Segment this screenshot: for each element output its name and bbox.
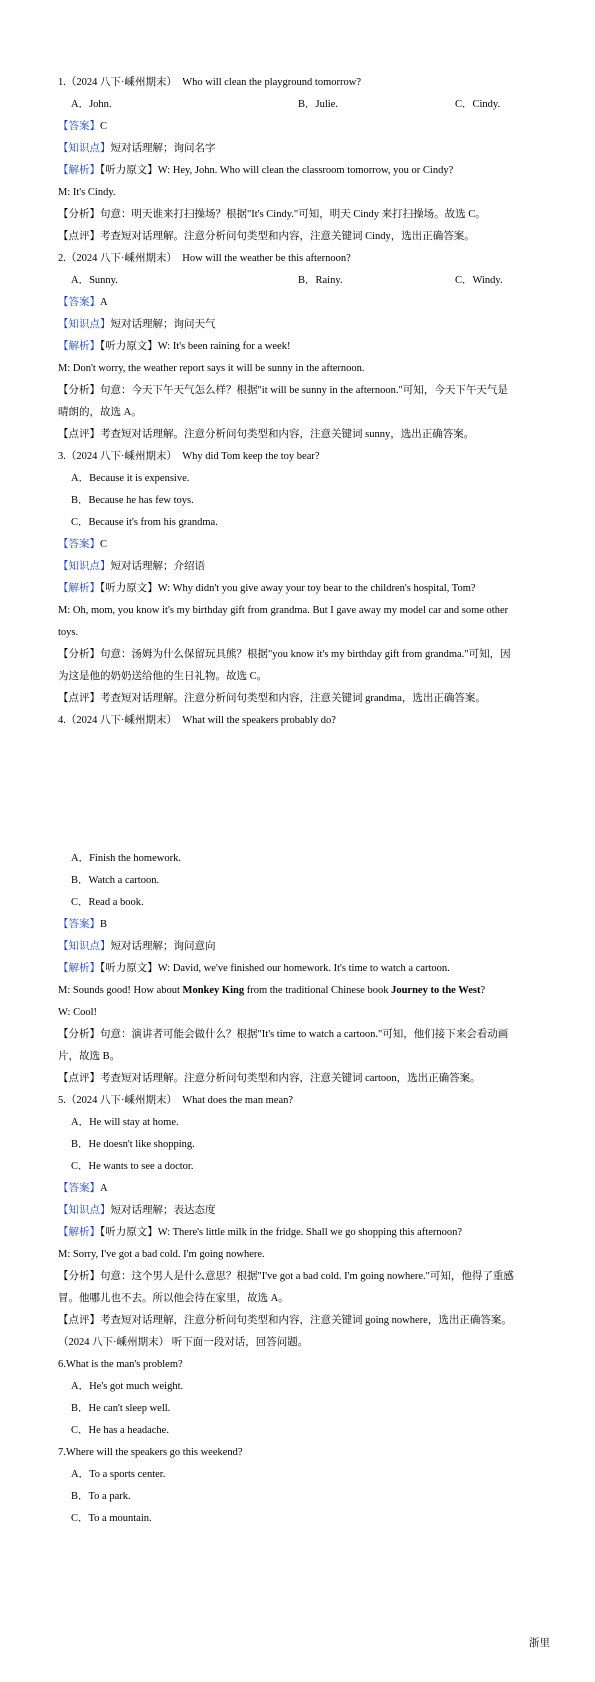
q7-option-b: B．To a park. xyxy=(71,1491,131,1502)
q3-question-line xyxy=(58,450,320,464)
q2-option-a: A．Sunny. xyxy=(71,275,118,286)
q3-source: （2024 八下·嵊州期末） xyxy=(65,451,177,462)
q5-transcript-w xyxy=(58,1226,462,1240)
q2-answer xyxy=(58,296,108,310)
q6-option-a: A．He's got much weight. xyxy=(71,1381,184,1392)
q4-question-line xyxy=(58,714,336,728)
knowledge-text: 短对话理解；表达态度 xyxy=(110,1205,216,1216)
q4-option-b: B．Watch a cartoon. xyxy=(71,875,160,886)
transcript-text: M: Sounds good! How about xyxy=(58,985,183,996)
answer-value: A xyxy=(100,1183,108,1194)
q5-analysis-1: 【分析】句意：这个男人是什么意思？根据"I've got a bad cold. I'm going nowhere."可知，他得了重感 xyxy=(58,1271,514,1282)
q2-analysis-1: 【分析】句意：今天下午天气怎么样？根据"it will be sunny in the afternoon."可知，今天下午天气是 xyxy=(58,385,508,396)
answer-value: B xyxy=(100,919,108,930)
transcript-label: 【听力原文】 xyxy=(100,583,158,594)
knowledge-tag: 【知识点】 xyxy=(58,1205,111,1216)
title-journey-west: Journey to the West xyxy=(391,985,481,996)
knowledge-text: 短对话理解；询问意向 xyxy=(110,941,216,952)
q5-option-a: A．He will stay at home. xyxy=(71,1117,179,1128)
transcript-label: 【听力原文】 xyxy=(100,1227,158,1238)
knowledge-text: 短对话理解；介绍语 xyxy=(110,561,205,572)
q3-analysis-2: 为这是他的奶奶送给他的生日礼物。故选 C。 xyxy=(58,671,268,682)
q4-option-a: A．Finish the homework. xyxy=(71,853,181,864)
q4-transcript-w xyxy=(58,962,450,976)
q4-source: （2024 八下·嵊州期末） xyxy=(65,715,177,726)
transcript-text: from the traditional Chinese book xyxy=(244,985,392,996)
analysis-tag: 【解析】 xyxy=(58,963,100,974)
q4-comment: 【点评】考查短对话理解。注意分析问句类型和内容，注意关键词 cartoon，选出正确答案。 xyxy=(58,1073,481,1084)
answer-tag: 【答案】 xyxy=(58,539,100,550)
q1-analysis: 【分析】句意：明天谁来打扫操场？根据"It's Cindy."可知，明天 Cindy 来打扫操场。故选 C。 xyxy=(58,209,486,220)
q3-number: 3. xyxy=(58,451,66,462)
knowledge-tag: 【知识点】 xyxy=(58,143,111,154)
q3-comment: 【点评】考查短对话理解。注意分析问句类型和内容，注意关键词 grandma，选出正确答案。 xyxy=(58,693,486,704)
q1-comment: 【点评】考查短对话理解。注意分析问句类型和内容，注意关键词 Cindy，选出正确答案。 xyxy=(58,231,475,242)
page-footer: 浙里 xyxy=(529,1638,550,1649)
answer-tag: 【答案】 xyxy=(58,297,100,308)
q1-options xyxy=(71,98,571,112)
q2-source: （2024 八下·嵊州期末） xyxy=(65,253,177,264)
q1-option-b: B．Julie. xyxy=(298,99,338,110)
q3-transcript-w xyxy=(58,582,476,596)
q5-answer xyxy=(58,1182,108,1196)
transcript-text: ? xyxy=(480,985,486,996)
transcript-line: W: It's been raining for a week! xyxy=(157,341,291,352)
q2-options xyxy=(71,274,571,288)
transcript-line: W: David, we've finished our homework. It's time to watch a cartoon. xyxy=(157,963,450,974)
q5-transcript-m: M: Sorry, I've got a bad cold. I'm going nowhere. xyxy=(58,1249,265,1260)
knowledge-text: 短对话理解；询问名字 xyxy=(110,143,216,154)
transcript-label: 【听力原文】 xyxy=(100,341,158,352)
q4-transcript-w2: W: Cool! xyxy=(58,1007,97,1018)
q2-option-b: B．Rainy. xyxy=(298,275,343,286)
knowledge-text: 短对话理解；询问天气 xyxy=(110,319,216,330)
analysis-tag: 【解析】 xyxy=(58,341,100,352)
answer-tag: 【答案】 xyxy=(58,919,100,930)
q1-option-a: A．John. xyxy=(71,99,112,110)
q7-option-c: C．To a mountain. xyxy=(71,1513,152,1524)
q5-knowledge-point xyxy=(58,1204,216,1218)
q3-transcript-m-2: toys. xyxy=(58,627,79,638)
transcript-line: W: There's little milk in the fridge. Shall we go shopping this afternoon? xyxy=(157,1227,463,1238)
answer-tag: 【答案】 xyxy=(58,121,100,132)
q5-number: 5. xyxy=(58,1095,66,1106)
q5-option-c: C．He wants to see a doctor. xyxy=(71,1161,194,1172)
q7-option-a: A．To a sports center. xyxy=(71,1469,166,1480)
q4-knowledge-point xyxy=(58,940,216,954)
knowledge-tag: 【知识点】 xyxy=(58,561,111,572)
q1-question-line xyxy=(58,76,361,90)
title-monkey-king: Monkey King xyxy=(182,985,245,996)
q1-transcript-m: M: It's Cindy. xyxy=(58,187,116,198)
q3-answer xyxy=(58,538,107,552)
q3-analysis-1: 【分析】句意：汤姆为什么保留玩具熊？根据"you know it's my birthday gift from grandma."可知，因 xyxy=(58,649,511,660)
q4-question: What will the speakers probably do? xyxy=(182,715,336,726)
q1-answer xyxy=(58,120,107,134)
answer-tag: 【答案】 xyxy=(58,1183,100,1194)
q5-question-line xyxy=(58,1094,293,1108)
analysis-tag: 【解析】 xyxy=(58,165,100,176)
transcript-label: 【听力原文】 xyxy=(100,963,158,974)
q3-question: Why did Tom keep the toy bear? xyxy=(182,451,320,462)
q2-transcript-m: M: Don't worry, the weather report says it will be sunny in the afternoon. xyxy=(58,363,365,374)
q1-option-c: C．Cindy. xyxy=(455,99,501,110)
q4-number: 4. xyxy=(58,715,66,726)
analysis-tag: 【解析】 xyxy=(58,1227,100,1238)
q6-option-c: C．He has a headache. xyxy=(71,1425,169,1436)
q3-option-c: C．Because it's from his grandma. xyxy=(71,517,218,528)
q4-answer xyxy=(58,918,107,932)
answer-value: C xyxy=(100,539,108,550)
knowledge-tag: 【知识点】 xyxy=(58,319,111,330)
q5-question: What does the man mean? xyxy=(182,1095,294,1106)
q4-transcript-m xyxy=(58,984,485,998)
transcript-line: W: Why didn't you give away your toy bear to the children's hospital, Tom? xyxy=(157,583,476,594)
q5-option-b: B．He doesn't like shopping. xyxy=(71,1139,195,1150)
q7-question-line xyxy=(58,1446,243,1460)
q4-analysis-2: 片，故选 B。 xyxy=(58,1051,121,1062)
knowledge-tag: 【知识点】 xyxy=(58,941,111,952)
q2-knowledge-point xyxy=(58,318,216,332)
q2-option-c: C．Windy. xyxy=(455,275,503,286)
q6-option-b: B．He can't sleep well. xyxy=(71,1403,171,1414)
q2-number: 2. xyxy=(58,253,66,264)
q4-option-c: C．Read a book. xyxy=(71,897,144,908)
q1-number: 1. xyxy=(58,77,66,88)
q6-question: What is the man's problem? xyxy=(65,1359,183,1370)
answer-value: C xyxy=(100,121,108,132)
q2-comment: 【点评】考查短对话理解。注意分析问句类型和内容，注意关键词 sunny，选出正确答案。 xyxy=(58,429,475,440)
transcript-label: 【听力原文】 xyxy=(100,165,158,176)
q7-number: 7. xyxy=(58,1447,66,1458)
q5-comment: 【点评】考查短对话理解，注意分析问句类型和内容，注意关键词 going nowhere，选出正确答案。 xyxy=(58,1315,512,1326)
q1-transcript-w xyxy=(58,164,453,178)
q1-question: Who will clean the playground tomorrow? xyxy=(182,77,361,88)
q2-question: How will the weather be this afternoon? xyxy=(182,253,351,264)
q5-source: （2024 八下·嵊州期末） xyxy=(65,1095,177,1106)
q6-number: 6. xyxy=(58,1359,66,1370)
q2-question-line xyxy=(58,252,351,266)
q2-transcript-w xyxy=(58,340,290,354)
q3-knowledge-point xyxy=(58,560,205,574)
q3-option-a: A．Because it is expensive. xyxy=(71,473,190,484)
q4-analysis-1: 【分析】句意：演讲者可能会做什么？根据"It's time to watch a cartoon."可知，他们接下来会看动画 xyxy=(58,1029,509,1040)
transcript-line: W: Hey, John. Who will clean the classroom tomorrow, you or Cindy? xyxy=(157,165,454,176)
q1-source: （2024 八下·嵊州期末） xyxy=(65,77,177,88)
q3-transcript-m-1: M: Oh, mom, you know it's my birthday gift from grandma. But I gave away my model car and some other xyxy=(58,605,509,616)
q7-question: Where will the speakers go this weekend? xyxy=(65,1447,243,1458)
q3-option-b: B．Because he has few toys. xyxy=(71,495,194,506)
section-intro: （2024 八下·嵊州期末） 听下面一段对话，回答问题。 xyxy=(58,1337,309,1348)
q5-analysis-2: 冒。他哪儿也不去。所以他会待在家里，故选 A。 xyxy=(58,1293,289,1304)
q2-analysis-2: 晴朗的，故选 A。 xyxy=(58,407,142,418)
answer-value: A xyxy=(100,297,108,308)
q6-question-line xyxy=(58,1358,183,1372)
q1-knowledge-point xyxy=(58,142,216,156)
analysis-tag: 【解析】 xyxy=(58,583,100,594)
